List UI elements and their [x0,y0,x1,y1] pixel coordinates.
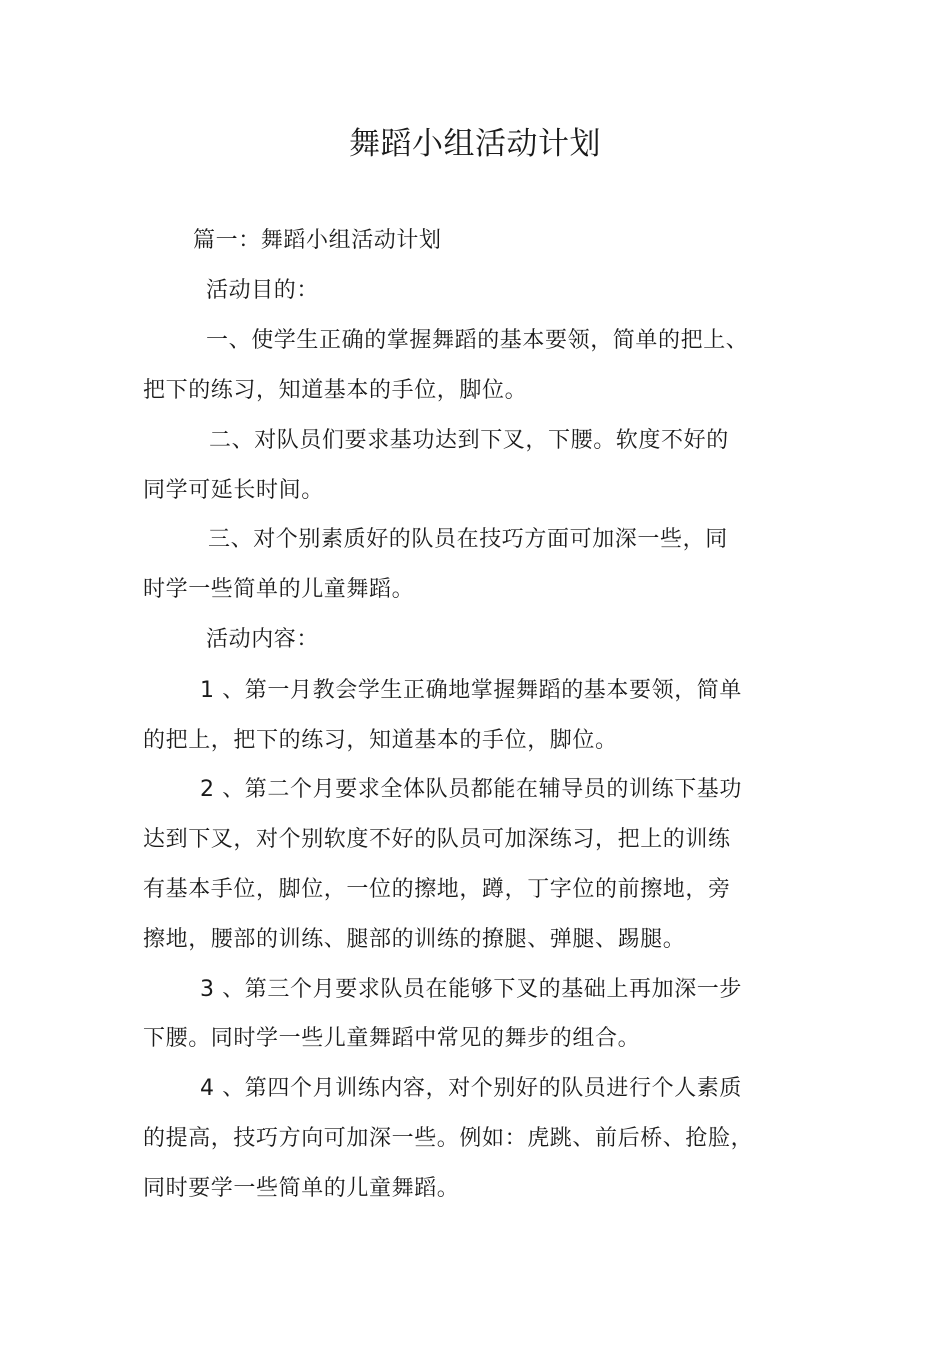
content-item-2-line-4: 擦地，腰部的训练、腿部的训练的撩腿、弹腿、踢腿。 [143,927,686,952]
content-item-3-line-1: 3 、第三个月要求队员在能够下叉的基础上再加深一步 [200,977,742,1002]
purpose-label: 活动目的： [206,278,320,303]
content-item-2-line-2: 达到下叉，对个别软度不好的队员可加深练习，把上的训练 [143,827,731,852]
section-heading: 篇一：舞蹈小组活动计划 [193,228,442,253]
content-item-1-line-2: 的把上，把下的练习，知道基本的手位，脚位。 [143,728,618,753]
document-title: 舞蹈小组活动计划 [349,126,601,162]
purpose-item-3-line-2: 时学一些简单的儿童舞蹈。 [143,577,415,602]
purpose-item-2-line-2: 同学可延长时间。 [143,478,324,503]
content-item-2-line-3: 有基本手位，脚位，一位的擦地，蹲，丁字位的前擦地，旁 [143,877,731,902]
content-item-1-line-1: 1 、第一月教会学生正确地掌握舞蹈的基本要领，简单 [200,678,742,703]
purpose-item-1-line-2: 把下的练习，知道基本的手位，脚位。 [143,378,528,403]
content-item-4-line-1: 4 、第四个月训练内容，对个别好的队员进行个人素质 [200,1076,742,1101]
content-item-3-line-2: 下腰。同时学一些儿童舞蹈中常见的舞步的组合。 [143,1026,641,1051]
content-label: 活动内容： [206,627,320,652]
purpose-item-1-line-1: 一、使学生正确的掌握舞蹈的基本要领，简单的把上、 [206,328,749,353]
purpose-item-3-line-1: 三、对个别素质好的队员在技巧方面可加深一些，同 [208,527,728,552]
purpose-item-2-line-1: 二、对队员们要求基功达到下叉，下腰。软度不好的 [209,428,729,453]
content-item-2-line-1: 2 、第二个月要求全体队员都能在辅导员的训练下基功 [200,777,742,802]
content-item-4-line-3: 同时要学一些简单的儿童舞蹈。 [143,1176,460,1201]
content-item-4-line-2: 的提高，技巧方向可加深一些。例如：虎跳、前后桥、抢脸， [143,1126,754,1151]
